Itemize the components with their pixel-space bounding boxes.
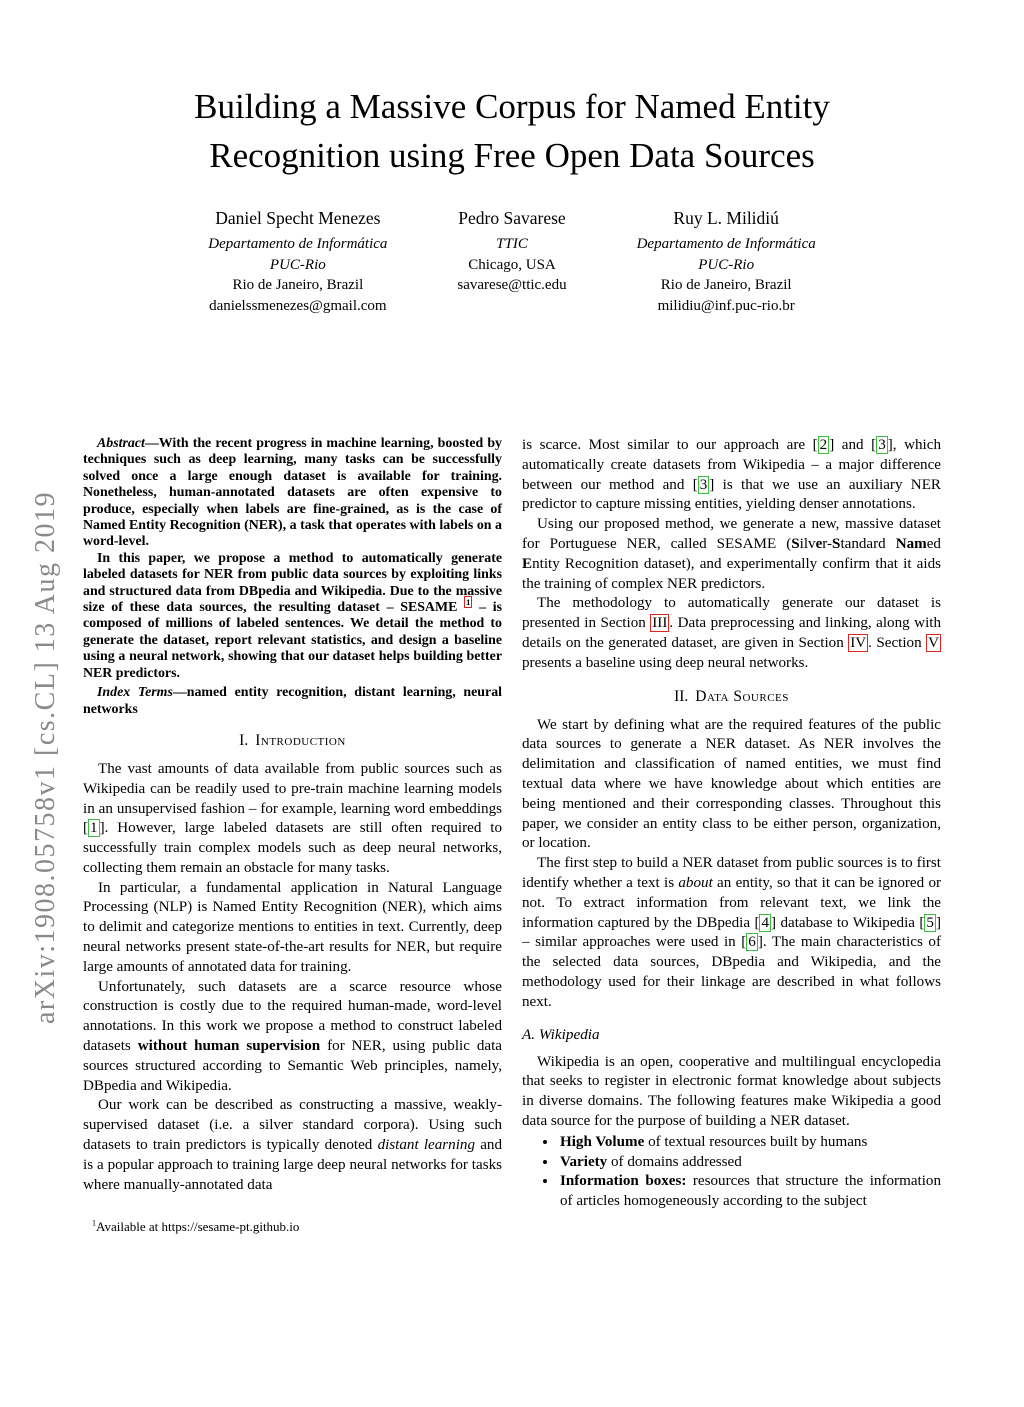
text-run: is scarce. Most similar to our approach are [ (522, 437, 818, 453)
text-run: distant learning (377, 1137, 475, 1154)
section-heading-data-sources (522, 688, 941, 706)
text-run: E (522, 555, 533, 572)
footnote-ref-link[interactable]: 1 (466, 597, 471, 608)
text-run: Available at (96, 1219, 162, 1235)
left-column (83, 436, 502, 1236)
text-run: Nam (895, 535, 927, 552)
citation-link[interactable]: 3 (878, 437, 886, 453)
text-run: e (815, 535, 823, 552)
text-run: —With the recent progress in machine learning, boosted by techniques such as deep learning, many tasks can be successfully solved once a large enough dataset is available for training. Nonetheless, human-annotated datasets are often expensive to produce, especially when labels are fine-grained, as is the case of Named Entity Recognition (NER), a task that operates with labels on a word-level. (83, 436, 502, 550)
text-run: . Section (868, 634, 927, 651)
paragraph (83, 879, 502, 978)
text-run: In this paper, we propose a method to automatically generate labeled datasets for NER from public data sources by exploiting links and structured data from DBpedia and Wikipedia. Due to the massive size of these data sources, the resulting dataset – SESAME (83, 550, 502, 616)
text-run: S (832, 535, 841, 552)
text-run: Our work can be described as constructing a massive, weakly-supervised dataset (i.e. a silver standard corpora). Using such datasets to train predictors is typically denoted (83, 1097, 502, 1154)
paragraph (522, 515, 941, 594)
text-run: —named entity recognition, distant learning, neural networks (83, 685, 502, 717)
abstract-paragraph (83, 551, 502, 682)
text-run: ]. However, large labeled datasets are still often required to successfully train complex models such as deep neural networks, collecting them remain an obstacle for many tasks. (83, 820, 502, 876)
text-run: High Volume (560, 1133, 645, 1150)
paragraph (522, 594, 941, 673)
paper-title-line-2: Recognition using Free Open Data Sources (209, 136, 815, 175)
text-run: Abstract (97, 436, 145, 451)
text-run: In particular, a fundamental application in Natural Language Processing (NLP) is Named Entity Recognition (NER), which aims to delimit and categorize mentions to entities in text. Currently, deep neural networks present state-of-the-art results for NER, but require large amounts of annotated data for training. (83, 879, 502, 975)
text-run: without human supervision (137, 1038, 321, 1055)
citation-link[interactable]: 1 (90, 820, 98, 837)
text-run: Using our proposed method, we generate a new, massive dataset for Portuguese NER, called SESAME ( (522, 516, 941, 552)
text-run: Unfortunately, such datasets are a scarce resource whose construction is costly due to the required human-made, word-level annotations. In this work we propose a method to construct labeled datasets (83, 978, 502, 1055)
text-run: The first step to build a NER dataset from public sources is to first identify whether a text is (522, 855, 941, 891)
text-run: 1 (92, 1219, 97, 1229)
text-run: resources that structure the information of articles homogeneously according to the subject (560, 1173, 941, 1210)
text-run: tandard (840, 535, 896, 552)
text-run: ] and [ (829, 437, 877, 453)
list-item (558, 1172, 941, 1212)
section-ref-link[interactable]: IV (850, 634, 867, 651)
text-run: Variety (560, 1153, 608, 1170)
author-affiliation-line: Rio de Janeiro, Brazil (660, 277, 792, 294)
author-affiliation-line: PUC-Rio (269, 256, 326, 273)
footnote (83, 1219, 502, 1236)
section-title: Data Sources (695, 687, 789, 705)
section-number: II. (674, 687, 689, 705)
text-run: presents a baseline using deep neural networks. (522, 654, 809, 671)
authors-row (0, 208, 1024, 316)
citation-link[interactable]: 5 (926, 914, 934, 931)
paragraph (522, 854, 941, 1012)
text-run: ntity Recognition dataset), and experimentally confirm that it aids the training of complex NER predictors. (522, 555, 941, 592)
author-block-1 (208, 208, 387, 316)
section-ref-link[interactable]: V (928, 634, 939, 651)
author-affiliation-line: TTIC (496, 236, 528, 252)
text-run: Information boxes: (560, 1173, 687, 1190)
paragraph (522, 716, 941, 855)
text-run: r- (822, 535, 833, 552)
paper-title-line-1: Building a Massive Corpus for Named Entity (194, 87, 830, 126)
text-run: – is composed of millions of labeled sentences. We detail the method to generate the dataset, report relevant statistics, and design a baseline using a neural network, showing that our dataset helps building better NER predictors. (83, 600, 503, 681)
author-email: milidiu@inf.puc-rio.br (657, 297, 795, 314)
subsection-heading-wikipedia: A. Wikipedia (522, 1025, 600, 1043)
section-ref-link[interactable]: III (652, 615, 668, 632)
text-run: of textual resources built by humans (644, 1133, 868, 1150)
author-name: Daniel Specht Menezes (215, 208, 381, 228)
text-run: . Data preprocessing and linking, along with details on the generated dataset, are given in Section (522, 615, 942, 651)
author-affiliation-line: Departamento de Informática (208, 236, 388, 252)
text-run: for NER, using public data sources structured according to Semantic Web principles, namely, DBpedia and Wikipedia. (83, 1038, 502, 1094)
author-affiliation-line: Chicago, USA (468, 256, 556, 273)
author-affiliation-line: Rio de Janeiro, Brazil (232, 277, 364, 294)
right-column (522, 436, 941, 1236)
text-run: Index Terms (97, 685, 173, 701)
text-run: We start by defining what are the required features of the public data sources to generate a NER dataset. As NER involves the delimitation and classification of named entities, we must find textual data where we have knowledge about which entities are being mentioned and their corresponding classes. Throughout this paper, we consider an entity class to be either person, organization, or location. (522, 716, 941, 852)
paragraph (522, 436, 941, 515)
author-name: Ruy L. Milidiú (673, 208, 779, 228)
section-title: Introduction (255, 731, 346, 749)
list-item (558, 1133, 941, 1153)
text-run: The vast amounts of data available from public sources such as Wikipedia can be readily used to pre-train machine learning models in an unsupervised fashion – for example, learning word embeddings [ (83, 760, 502, 837)
text-run: ] – similar approaches were used in [ (522, 914, 941, 951)
text-run: an entity, so that it can be ignored or not. To extract information from relevant text, we link the information captured by the DBpedia [ (522, 874, 942, 931)
author-email: danielssmenezes@gmail.com (209, 297, 387, 314)
text-run: ]. The main characteristics of the selected data sources, DBpedia and Wikipedia, and the methodology used for their linkage are described in what follows next. (522, 934, 941, 1010)
text-run: and is a popular approach to training large deep neural networks for tasks where manually-annotated data (83, 1137, 502, 1193)
text-run: ilv (799, 535, 816, 552)
text-run: The methodology to automatically generate our dataset is presented in Section (522, 595, 941, 632)
arxiv-watermark: arXiv:1908.05758v1 [cs.CL] 13 Aug 2019 (30, 491, 61, 1024)
text-run: ] is that we use an auxiliary NER predictor to capture missing entities, yielding denser annotations. (522, 476, 941, 513)
index-terms (83, 685, 502, 718)
footnote-url-link[interactable]: https://sesame-pt.github.io (161, 1219, 300, 1235)
author-block-2 (457, 208, 566, 316)
section-heading-introduction (83, 732, 502, 750)
paper-title (0, 82, 1024, 180)
paragraph (83, 760, 502, 879)
paragraph (83, 1096, 502, 1195)
citation-link[interactable]: 6 (748, 934, 756, 951)
text-run: about (678, 874, 713, 891)
abstract-paragraph (83, 436, 502, 551)
author-affiliation-line: Departamento de Informática (636, 236, 816, 252)
citation-link[interactable]: 2 (819, 437, 828, 453)
author-name: Pedro Savarese (458, 208, 566, 228)
paper-body (83, 436, 941, 1236)
text-run: ed (926, 535, 941, 552)
paragraph (83, 978, 502, 1097)
citation-link[interactable]: 3 (699, 476, 708, 493)
text-run: S (791, 535, 800, 552)
text-run: ] database to Wikipedia [ (771, 914, 925, 931)
features-list (522, 1133, 941, 1212)
paragraph (522, 1053, 941, 1132)
citation-link[interactable]: 4 (761, 914, 770, 931)
author-affiliation-line: PUC-Rio (698, 256, 755, 273)
author-email: savarese@ttic.edu (457, 277, 567, 294)
list-item (558, 1153, 941, 1173)
text-run: Wikipedia is an open, cooperative and multilingual encyclopedia that seeks to register in electronic format knowledge about subjects in diverse domains. The following features make Wikipedia a good data source for the purpose of building a NER dataset. (522, 1053, 941, 1129)
section-number: I. (239, 731, 249, 749)
author-block-3 (637, 208, 816, 316)
text-run: of domains addressed (607, 1153, 742, 1170)
text-run: ], which automatically create datasets from Wikipedia – a major difference between our method and [ (522, 437, 941, 493)
